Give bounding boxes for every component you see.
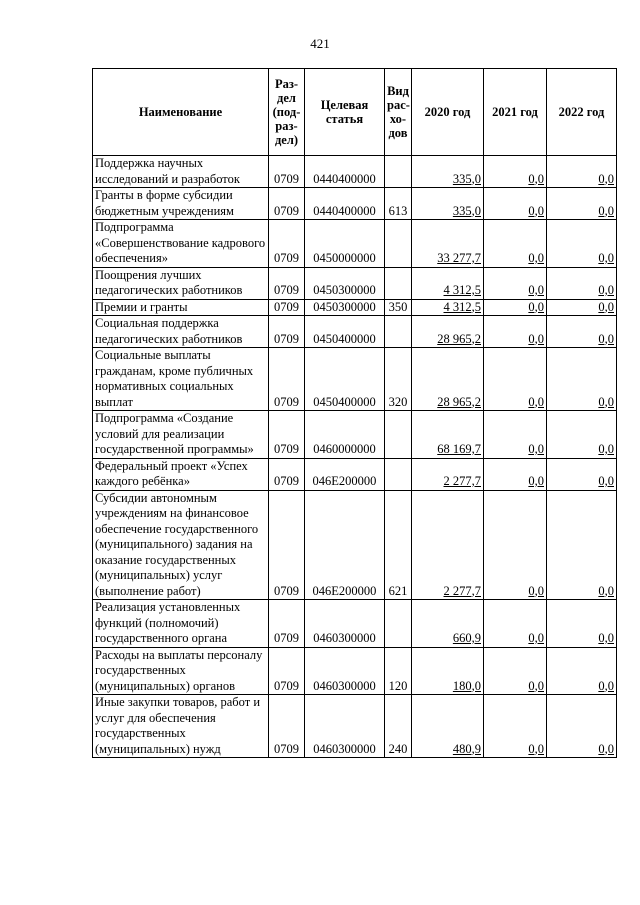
header-2022: 2022 год bbox=[547, 69, 617, 156]
header-row bbox=[93, 69, 617, 156]
row-kind bbox=[385, 411, 412, 459]
header-section: Раз-дел (под-раз-дел) bbox=[269, 69, 305, 156]
row-section: 0709 bbox=[269, 348, 305, 411]
row-article: 046E200000 bbox=[305, 458, 385, 490]
row-article: 0440400000 bbox=[305, 156, 385, 188]
row-name: Федеральный проект «Успех каждого ребёнка» bbox=[93, 458, 269, 490]
row-article: 046E200000 bbox=[305, 490, 385, 600]
header-2021: 2021 год bbox=[484, 69, 547, 156]
row-section: 0709 bbox=[269, 299, 305, 316]
row-2022: 0,0 bbox=[547, 490, 617, 600]
row-2021: 0,0 bbox=[484, 316, 547, 348]
row-2022: 0,0 bbox=[547, 220, 617, 268]
row-2021: 0,0 bbox=[484, 267, 547, 299]
row-2022: 0,0 bbox=[547, 458, 617, 490]
row-2020: 28 965,2 bbox=[412, 348, 484, 411]
row-name: Подпрограмма «Создание условий для реализации государственной программы» bbox=[93, 411, 269, 459]
table-row bbox=[93, 647, 617, 695]
row-2021: 0,0 bbox=[484, 220, 547, 268]
row-2022: 0,0 bbox=[547, 188, 617, 220]
row-section: 0709 bbox=[269, 220, 305, 268]
table-row bbox=[93, 411, 617, 459]
row-kind: 621 bbox=[385, 490, 412, 600]
row-name: Поощрения лучших педагогических работников bbox=[93, 267, 269, 299]
table-row bbox=[93, 458, 617, 490]
row-2020: 335,0 bbox=[412, 156, 484, 188]
row-2022: 0,0 bbox=[547, 695, 617, 758]
row-2021: 0,0 bbox=[484, 156, 547, 188]
row-article: 0440400000 bbox=[305, 188, 385, 220]
row-section: 0709 bbox=[269, 458, 305, 490]
table-row bbox=[93, 267, 617, 299]
row-section: 0709 bbox=[269, 490, 305, 600]
row-2020: 4 312,5 bbox=[412, 299, 484, 316]
row-2020: 335,0 bbox=[412, 188, 484, 220]
table-row bbox=[93, 299, 617, 316]
row-kind bbox=[385, 316, 412, 348]
row-2022: 0,0 bbox=[547, 348, 617, 411]
row-2021: 0,0 bbox=[484, 411, 547, 459]
row-article: 0450400000 bbox=[305, 348, 385, 411]
row-2021: 0,0 bbox=[484, 299, 547, 316]
row-name: Социальные выплаты гражданам, кроме публичных нормативных социальных выплат bbox=[93, 348, 269, 411]
row-kind: 320 bbox=[385, 348, 412, 411]
row-name: Социальная поддержка педагогических работников bbox=[93, 316, 269, 348]
row-2021: 0,0 bbox=[484, 458, 547, 490]
row-section: 0709 bbox=[269, 156, 305, 188]
row-2020: 28 965,2 bbox=[412, 316, 484, 348]
header-article: Целевая статья bbox=[305, 69, 385, 156]
row-2020: 68 169,7 bbox=[412, 411, 484, 459]
budget-table bbox=[92, 68, 617, 758]
row-name: Поддержка научных исследований и разработок bbox=[93, 156, 269, 188]
row-2022: 0,0 bbox=[547, 267, 617, 299]
row-2020: 480,9 bbox=[412, 695, 484, 758]
row-section: 0709 bbox=[269, 316, 305, 348]
row-kind bbox=[385, 156, 412, 188]
row-2022: 0,0 bbox=[547, 156, 617, 188]
row-2021: 0,0 bbox=[484, 695, 547, 758]
row-section: 0709 bbox=[269, 411, 305, 459]
row-2022: 0,0 bbox=[547, 647, 617, 695]
row-name: Субсидии автономным учреждениям на финансовое обеспечение государственного (муниципального) задания на оказание государственных (муниципальных) услуг (выполнение работ) bbox=[93, 490, 269, 600]
row-2022: 0,0 bbox=[547, 316, 617, 348]
row-kind bbox=[385, 600, 412, 648]
row-name: Иные закупки товаров, работ и услуг для обеспечения государственных (муниципальных) нужд bbox=[93, 695, 269, 758]
row-kind: 120 bbox=[385, 647, 412, 695]
row-section: 0709 bbox=[269, 647, 305, 695]
row-kind bbox=[385, 267, 412, 299]
row-2021: 0,0 bbox=[484, 490, 547, 600]
row-2020: 4 312,5 bbox=[412, 267, 484, 299]
row-name: Премии и гранты bbox=[93, 299, 269, 316]
row-article: 0460300000 bbox=[305, 695, 385, 758]
row-2020: 180,0 bbox=[412, 647, 484, 695]
row-name: Гранты в форме субсидии бюджетным учреждениям bbox=[93, 188, 269, 220]
row-name: Подпрограмма «Совершенствование кадрового обеспечения» bbox=[93, 220, 269, 268]
row-article: 0460300000 bbox=[305, 600, 385, 648]
row-article: 0450300000 bbox=[305, 267, 385, 299]
row-2021: 0,0 bbox=[484, 188, 547, 220]
row-article: 0450400000 bbox=[305, 316, 385, 348]
table-row bbox=[93, 220, 617, 268]
row-2022: 0,0 bbox=[547, 600, 617, 648]
row-name: Реализация установленных функций (полномочий) государственного органа bbox=[93, 600, 269, 648]
table-row bbox=[93, 316, 617, 348]
row-2020: 2 277,7 bbox=[412, 490, 484, 600]
row-article: 0450300000 bbox=[305, 299, 385, 316]
table-row bbox=[93, 695, 617, 758]
row-2022: 0,0 bbox=[547, 299, 617, 316]
header-name: Наименование bbox=[93, 69, 269, 156]
row-2020: 33 277,7 bbox=[412, 220, 484, 268]
table-row bbox=[93, 490, 617, 600]
row-2022: 0,0 bbox=[547, 411, 617, 459]
row-2021: 0,0 bbox=[484, 600, 547, 648]
row-section: 0709 bbox=[269, 600, 305, 648]
row-article: 0460300000 bbox=[305, 647, 385, 695]
row-kind: 240 bbox=[385, 695, 412, 758]
row-article: 0450000000 bbox=[305, 220, 385, 268]
row-kind bbox=[385, 458, 412, 490]
table-row bbox=[93, 156, 617, 188]
row-kind bbox=[385, 220, 412, 268]
row-article: 0460000000 bbox=[305, 411, 385, 459]
row-section: 0709 bbox=[269, 188, 305, 220]
row-section: 0709 bbox=[269, 695, 305, 758]
table-row bbox=[93, 600, 617, 648]
header-2020: 2020 год bbox=[412, 69, 484, 156]
row-name: Расходы на выплаты персоналу государственных (муниципальных) органов bbox=[93, 647, 269, 695]
row-2021: 0,0 bbox=[484, 348, 547, 411]
row-2020: 2 277,7 bbox=[412, 458, 484, 490]
row-section: 0709 bbox=[269, 267, 305, 299]
row-2021: 0,0 bbox=[484, 647, 547, 695]
page-number: 421 bbox=[310, 36, 330, 51]
row-kind: 613 bbox=[385, 188, 412, 220]
header-kind: Вид рас-хо-дов bbox=[385, 69, 412, 156]
table-row bbox=[93, 348, 617, 411]
row-2020: 660,9 bbox=[412, 600, 484, 648]
row-kind: 350 bbox=[385, 299, 412, 316]
table-row bbox=[93, 188, 617, 220]
